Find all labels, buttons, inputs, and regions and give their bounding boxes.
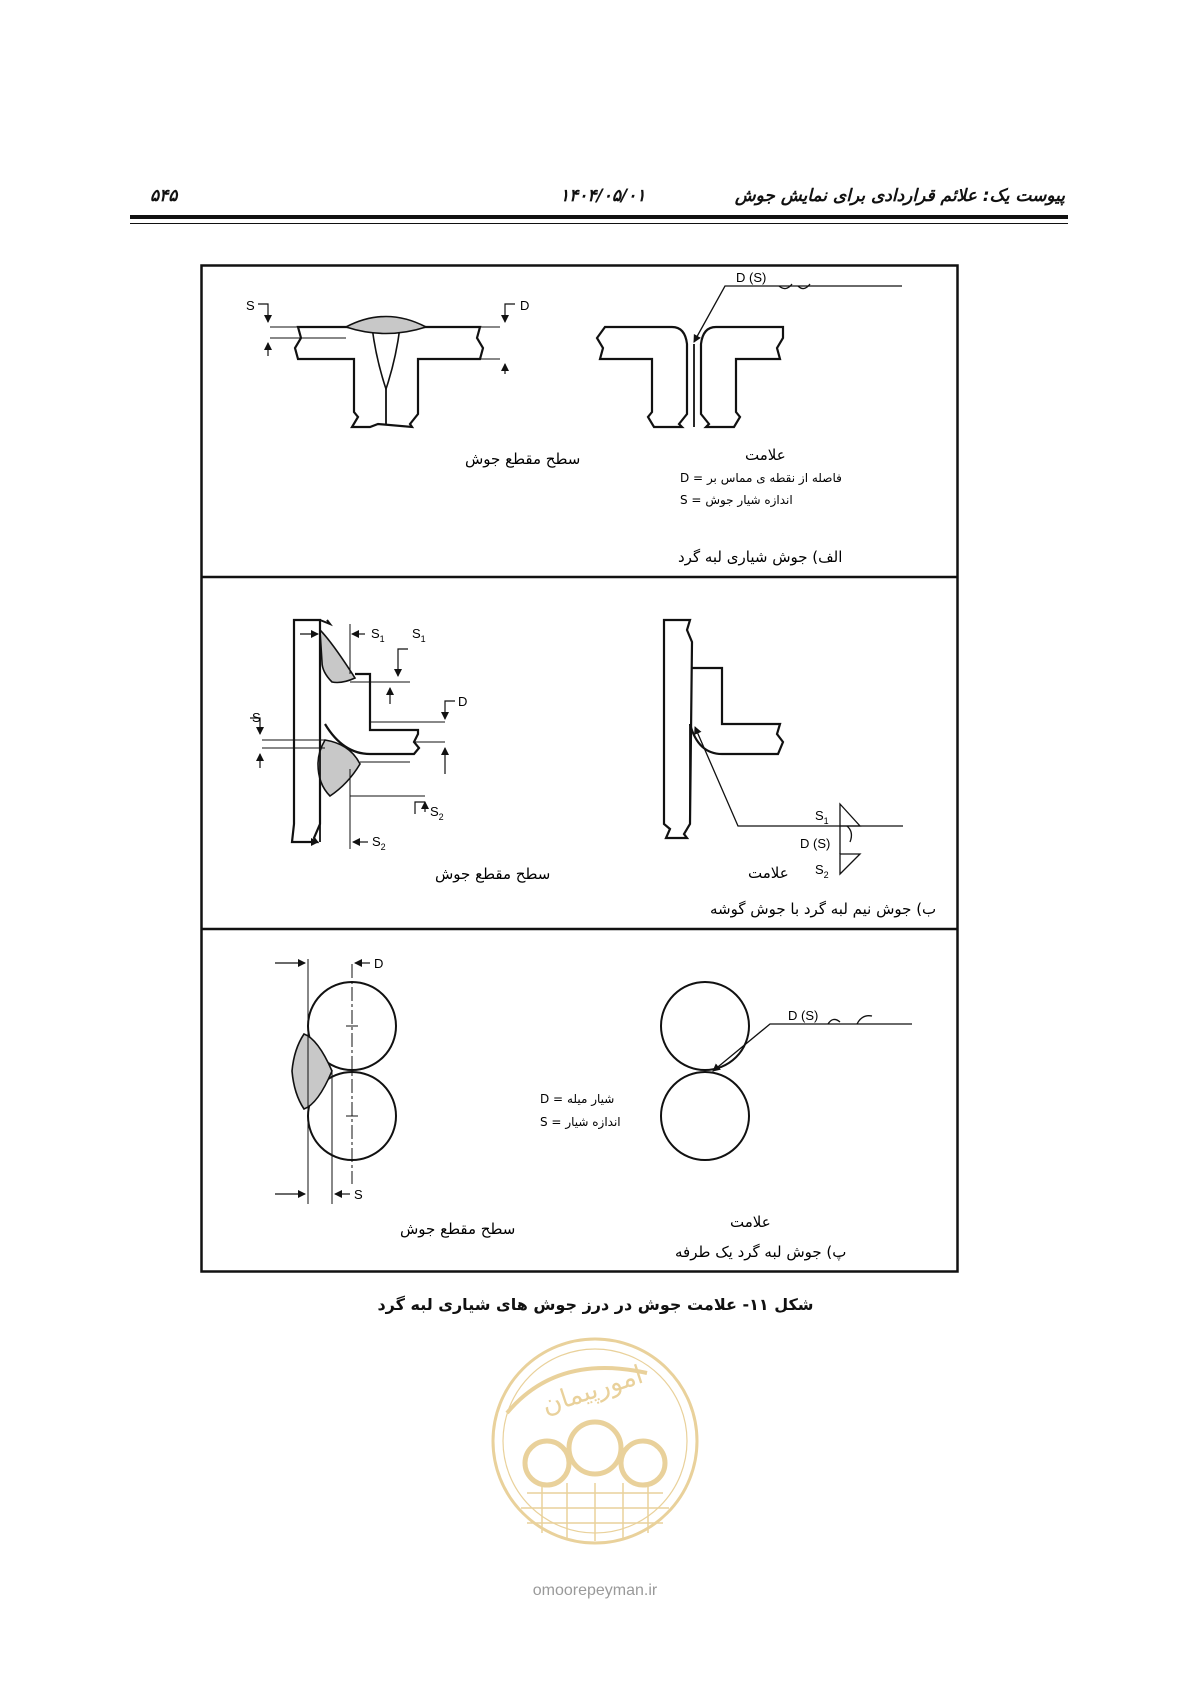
panel-c-left-label: سطح مقطع جوش — [400, 1220, 516, 1238]
panel-a-right-label: علامت — [745, 446, 786, 464]
panel-b-left-label: سطح مقطع جوش — [435, 865, 551, 883]
symbol-s1: $S_1$ — [815, 808, 829, 826]
panel-a-legend-s: S = اندازه شیار جوش — [680, 493, 793, 507]
figure-11 — [200, 264, 960, 1274]
panel-c — [275, 956, 912, 1261]
panel-a-cross-section — [246, 298, 529, 427]
panel-c-right-label: علامت — [730, 1213, 771, 1231]
rod-upper-symbol — [661, 982, 749, 1070]
panel-b — [250, 620, 936, 918]
watermark-logo-text: امورپیمان — [538, 1360, 647, 1421]
panel-c-legend-s: S = اندازه شیار — [540, 1115, 621, 1129]
symbol-text: D (S) — [736, 270, 767, 285]
panel-a-left-label: سطح مقطع جوش — [465, 450, 581, 468]
dim-d-label: D — [520, 298, 530, 313]
dim-s2-label: $S_2$ — [430, 804, 444, 822]
panel-c-title: پ) جوش لبه گرد یک طرفه — [675, 1243, 847, 1261]
dim-s-label: S — [354, 1187, 363, 1202]
gear-icon — [621, 1441, 665, 1485]
dim-s1-label-2: $S_1$ — [412, 626, 426, 644]
panel-b-right-label: علامت — [748, 864, 789, 882]
running-header-date: ۱۴۰۴/۰۵/۰۱ — [560, 186, 646, 206]
panel-b-symbol — [664, 620, 903, 880]
symbol-text: D (S) — [788, 1008, 819, 1023]
panel-b-title: ب) جوش نیم لبه گرد با جوش گوشه — [710, 900, 937, 918]
panel-b-cross-section — [250, 620, 467, 852]
gear-icon — [525, 1441, 569, 1485]
dim-s2-label-2: $S_2$ — [372, 834, 386, 852]
panel-a-legend-d: D = فاصله از نقطه ی مماس بر — [680, 471, 842, 485]
watermark-site: omoorepeyman.ir — [532, 1582, 658, 1599]
header-rule-thick — [130, 215, 1068, 219]
weld-bead — [346, 317, 426, 334]
figure-caption: شکل ۱۱- علامت جوش در درز جوش های شیاری لبه گرد — [377, 1295, 814, 1314]
running-header-title: پیوست یک: علائم قراردادی برای نمایش جوش — [734, 186, 1065, 206]
panel-c-cross-section — [275, 956, 396, 1204]
panel-c-legend-d: D = شیار میله — [540, 1092, 615, 1106]
watermark-logo — [487, 1333, 702, 1603]
panel-a-title: الف) جوش شیاری لبه گرد — [678, 548, 843, 566]
page-number: ۵۴۵ — [150, 186, 178, 206]
dim-s-label: S — [252, 710, 261, 725]
dim-d-label: D — [458, 694, 468, 709]
dim-d-label: D — [374, 956, 384, 971]
dim-s1-label: $S_1$ — [371, 626, 385, 644]
dim-s-label: S — [246, 298, 255, 313]
gear-icon — [569, 1422, 621, 1474]
panel-a — [246, 264, 902, 566]
panel-c-symbol — [661, 982, 912, 1160]
symbol-s2: $S_2$ — [815, 862, 829, 880]
header-rule-thin — [130, 223, 1068, 224]
panel-a-symbol — [597, 264, 902, 427]
rod-lower-symbol — [661, 1072, 749, 1160]
symbol-text: D (S) — [800, 836, 831, 851]
